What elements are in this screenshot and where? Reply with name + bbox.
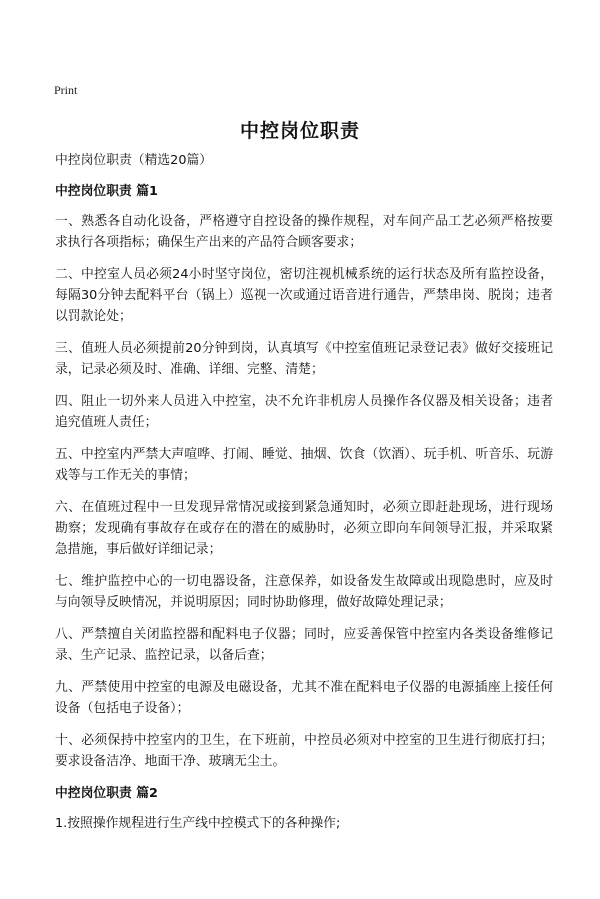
paragraph: 二、中控室人员必须24小时坚守岗位，密切注视机械系统的运行状态及所有监控设备，每隔30分钟去配料平台（锅上）巡视一次或通过语音进行通告，严禁串岗、脱岗；违者以罚款论处；: [55, 267, 553, 324]
paragraph: 三、值班人员必须提前20分钟到岗，认真填写《中控室值班记录登记表》做好交接班记录，记录必须及时、准确、详细、完整、清楚；: [55, 341, 553, 377]
document-subtitle: 中控岗位职责（精选20篇）: [55, 153, 213, 168]
section-1: [55, 181, 553, 772]
section-2: [55, 783, 553, 834]
paragraph: 四、阻止一切外来人员进入中控室，决不允许非机房人员操作各仪器及相关设备；违者追究值班人责任；: [55, 394, 553, 430]
paragraph: 九、严禁使用中控室的电源及电磁设备，尤其不准在配料电子仪器的电源插座上接任何设备（包括电子设备）；: [55, 680, 553, 716]
document-body: [55, 150, 553, 845]
paragraph: 十、必须保持中控室内的卫生，在下班前，中控员必须对中控室的卫生进行彻底打扫；要求设备洁净、地面干净、玻璃无尘土。: [55, 733, 553, 769]
page-title: 中控岗位职责: [239, 120, 360, 142]
paragraph: 五、中控室内严禁大声喧哗、打闹、睡觉、抽烟、饮食（饮酒）、玩手机、听音乐、玩游戏等与工作无关的事情；: [55, 447, 553, 483]
paragraph: 七、维护监控中心的一切电器设备，注意保养，如设备发生故障或出现隐患时，应及时与向领导反映情况，并说明原因；同时协助修理，做好故障处理记录；: [55, 574, 553, 610]
paragraph: 六、在值班过程中一旦发现异常情况或接到紧急通知时，必须立即赶赴现场，进行现场勘察；发现确有事故存在或存在的潜在的威胁时，必须立即向车间领导汇报，并采取紧急措施，事后做好详细记录；: [55, 500, 553, 557]
paragraph: 1.按照操作规程进行生产线中控模式下的各种操作;: [55, 816, 341, 831]
section-heading: 中控岗位职责 篇2: [55, 786, 158, 801]
paragraph: 八、严禁擅自关闭监控器和配料电子仪器；同时，应妥善保管中控室内各类设备维修记录、生产记录、监控记录，以备后查；: [55, 627, 553, 663]
paragraph: 一、熟悉各自动化设备，严格遵守自控设备的操作规程，对车间产品工艺必须严格按要求执行各项指标；确保生产出来的产品符合顾客要求；: [55, 214, 553, 250]
print-label: Print: [54, 83, 78, 97]
section-heading: 中控岗位职责 篇1: [55, 184, 158, 199]
